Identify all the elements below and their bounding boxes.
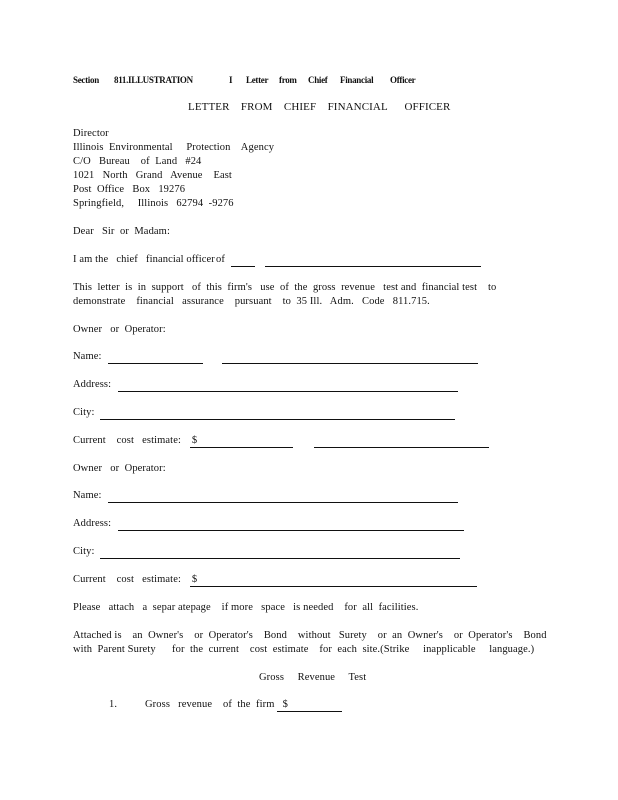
gross-revenue-heading: Gross Revenue Test: [259, 672, 367, 683]
city-label: City:: [73, 407, 95, 418]
header-word-financial: Financial: [340, 75, 374, 85]
cost-estimate-label: Current cost estimate: $: [73, 574, 198, 585]
name-field-2[interactable]: [222, 363, 478, 364]
cfo-name-field[interactable]: [231, 266, 255, 267]
address-line: C/O Bureau of Land #24: [73, 156, 202, 167]
address-line: Illinois Environmental Protection Agency: [73, 142, 275, 153]
header-word-chief: Chief: [308, 75, 328, 85]
city-field[interactable]: [100, 558, 460, 559]
cfo-of-label: of: [216, 254, 225, 265]
cfo-firm-field[interactable]: [265, 266, 481, 267]
item-number: 1.: [109, 699, 118, 710]
address-line: Director: [73, 128, 109, 139]
address-line: Springfield, Illinois 62794 -9276: [73, 198, 234, 209]
name-label: Name:: [73, 490, 102, 501]
support-paragraph-line: This letter is in support of this firm's use of the gross revenue test and financial test to: [73, 282, 497, 293]
address-field[interactable]: [118, 530, 464, 531]
cost-estimate-field-2[interactable]: [314, 447, 489, 448]
address-line: Post Office Box 19276: [73, 184, 186, 195]
header-word-from: from: [279, 75, 297, 85]
gross-revenue-field[interactable]: [277, 711, 342, 712]
city-field[interactable]: [100, 419, 455, 420]
gross-revenue-label: Gross revenue of the firm $: [145, 699, 288, 710]
cost-estimate-label: Current cost estimate: $: [73, 435, 198, 446]
cfo-statement: I am the chief financial officer: [73, 254, 215, 265]
support-paragraph-line: demonstrate financial assurance pursuant to 35 Ill. Adm. Code 811.715.: [73, 296, 430, 307]
owner-operator-heading: Owner or Operator:: [73, 324, 166, 335]
section-label: Section: [73, 75, 99, 85]
document-title: LETTER FROM CHIEF FINANCIAL OFFICER: [188, 101, 451, 113]
name-label: Name:: [73, 351, 102, 362]
attached-paragraph-line: with Parent Surety for the current cost estimate for each site.(Strike inapplicable language.): [73, 644, 535, 655]
header-word-officer: Officer: [390, 75, 416, 85]
address-label: Address:: [73, 518, 112, 529]
name-field[interactable]: [108, 502, 458, 503]
section-number: 811.ILLUSTRATION: [114, 75, 193, 85]
cost-estimate-field[interactable]: [190, 447, 293, 448]
cost-estimate-field[interactable]: [190, 586, 477, 587]
name-field[interactable]: [108, 363, 203, 364]
address-field[interactable]: [118, 391, 458, 392]
attached-paragraph-line: Attached is an Owner's or Operator's Bond without Surety or an Owner's or Operator's Bond: [73, 630, 547, 641]
address-label: Address:: [73, 379, 112, 390]
attach-note: Please attach a separ atepage if more space is needed for all facilities.: [73, 602, 419, 613]
salutation: Dear Sir or Madam:: [73, 226, 170, 237]
city-label: City:: [73, 546, 95, 557]
owner-operator-heading: Owner or Operator:: [73, 463, 166, 474]
header-word-letter: Letter: [246, 75, 269, 85]
roman-numeral: I: [229, 75, 233, 85]
address-line: 1021 North Grand Avenue East: [73, 170, 232, 181]
